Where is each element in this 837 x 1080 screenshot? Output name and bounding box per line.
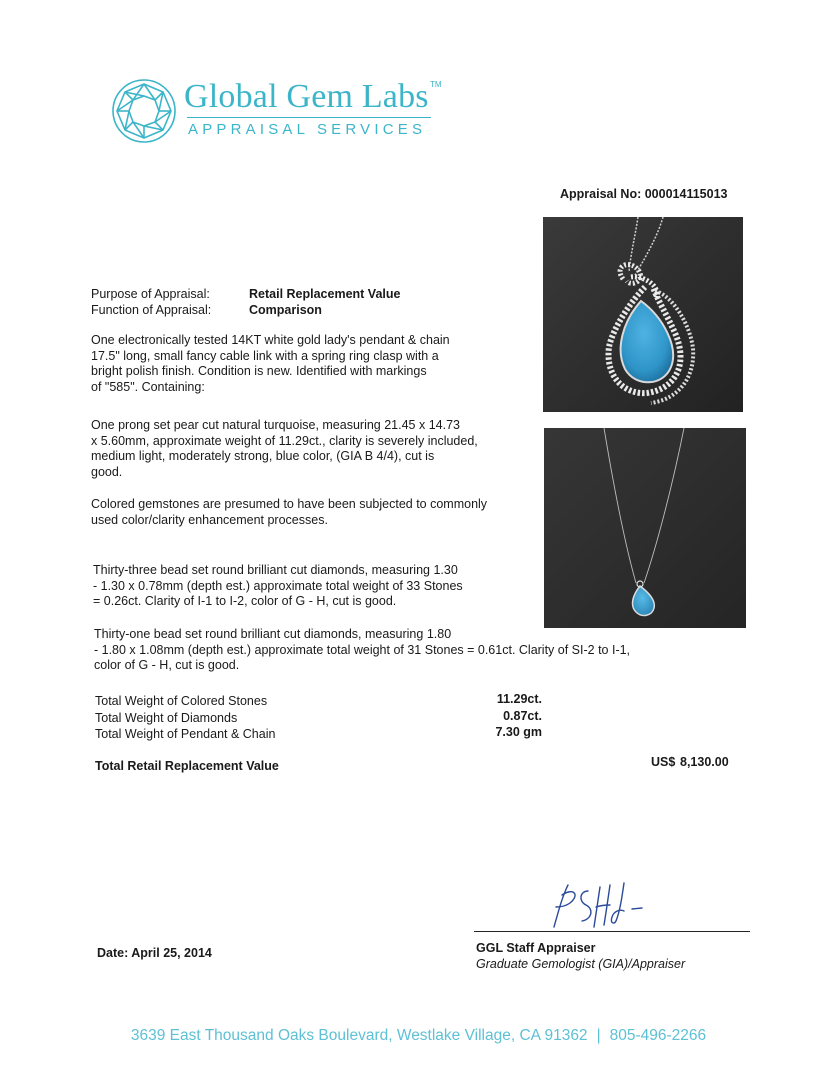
description-line: Thirty-one bead set round brilliant cut diamonds, measuring 1.80	[94, 627, 452, 641]
description-line: used color/clarity enhancement processes.	[91, 512, 328, 527]
description-line: One prong set pear cut natural turquoise, measuring 21.45 x 14.73	[91, 418, 460, 432]
appraiser-signature	[540, 877, 660, 932]
appraisal-date: Date: April 25, 2014	[97, 946, 212, 960]
pendant-on-chain-photo	[544, 428, 746, 628]
footer-address: 3639 East Thousand Oaks Boulevard, Westlake Village, CA 91362	[130, 1027, 588, 1044]
purpose-value: Retail Replacement Value	[249, 287, 401, 301]
pendant-closeup-photo	[543, 217, 743, 412]
retail-total-currency: US$	[651, 755, 676, 769]
description-line: color of G - H, cut is good.	[94, 658, 240, 672]
brand-tagline: APPRAISAL SERVICES	[188, 121, 427, 138]
signature-line	[474, 931, 750, 932]
appraiser-title: GGL Staff Appraiser	[476, 941, 596, 955]
function-value: Comparison	[249, 303, 322, 317]
total-pendant-chain-label: Total Weight of Pendant & Chain	[95, 727, 276, 741]
total-pendant-chain-value: 7.30 gm	[495, 725, 542, 739]
retail-total-amount: 8,130.00	[680, 755, 729, 769]
total-colored-stones-label: Total Weight of Colored Stones	[95, 694, 268, 708]
appraiser-credentials: Graduate Gemologist (GIA)/Appraiser	[476, 957, 686, 971]
diamonds-31-description	[94, 627, 754, 674]
gem-logo-icon	[111, 78, 177, 144]
appraisal-number: Appraisal No: 000014115013	[560, 187, 728, 201]
diamonds-33-description	[93, 563, 513, 610]
description-line: = 0.26ct. Clarity of I-1 to I-2, color of G - H, cut is good.	[93, 594, 397, 608]
pendant-chain-illustration	[544, 428, 746, 628]
enhancement-disclaimer	[91, 497, 531, 528]
description-line: One electronically tested 14KT white gold lady's pendant & chain	[91, 333, 450, 347]
turquoise-description	[91, 418, 531, 480]
pendant-closeup-illustration	[543, 217, 743, 412]
description-line: x 5.60mm, approximate weight of 11.29ct., clarity is severely included,	[91, 433, 478, 448]
description-line: 17.5" long, small fancy cable link with a spring ring clasp with a	[91, 348, 439, 363]
description-line: bright polish finish. Condition is new. Identified with markings	[91, 364, 427, 378]
description-line: Colored gemstones are presumed to have been subjected to commonly	[91, 497, 488, 511]
footer-separator: |	[596, 1027, 601, 1044]
total-colored-stones-value: 11.29ct.	[496, 692, 542, 706]
function-label: Function of Appraisal:	[91, 303, 212, 317]
footer-phone: 805-496-2266	[609, 1027, 707, 1044]
total-diamonds-value: 0.87ct.	[503, 709, 542, 723]
brand-name: Global Gem Labs	[184, 78, 429, 115]
brand-divider	[187, 117, 431, 118]
footer-contact	[0, 1027, 837, 1045]
retail-total-label: Total Retail Replacement Value	[95, 759, 279, 773]
description-line: of "585". Containing:	[91, 379, 205, 394]
mounting-description	[91, 333, 511, 395]
purpose-label: Purpose of Appraisal:	[91, 287, 210, 301]
description-line: - 1.30 x 0.78mm (depth est.) approximate total weight of 33 Stones	[93, 578, 463, 593]
description-line: good.	[91, 464, 123, 479]
description-line: medium light, moderately strong, blue color, (GIA B 4/4), cut is	[91, 449, 435, 463]
trademark-mark: TM	[430, 80, 442, 89]
description-line: - 1.80 x 1.08mm (depth est.) approximate total weight of 31 Stones = 0.61ct. Clarity of SI-2 to I-1,	[94, 642, 631, 657]
description-line: Thirty-three bead set round brilliant cut diamonds, measuring 1.30	[93, 563, 458, 577]
total-diamonds-label: Total Weight of Diamonds	[95, 711, 238, 725]
